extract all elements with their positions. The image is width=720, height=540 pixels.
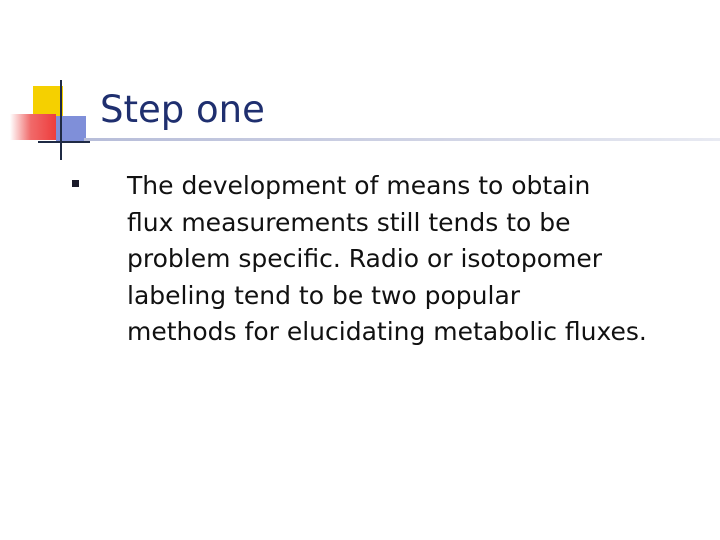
logo-vertical-line [60,80,62,160]
logo-red-bar [10,114,56,140]
corner-logo [0,0,110,170]
logo-horizontal-line [38,141,90,143]
bullet-item [72,168,712,351]
square-bullet-icon [72,180,79,187]
bullet-list [72,168,712,351]
slide-title: Step one [100,88,265,131]
title-underline [84,138,720,141]
bullet-text: The development of means to obtain flux measurements still tends to be problem specific. Radio or isotopomer labeling tend to be two popular methods for elucidating metabolic fluxes. [127,171,647,346]
